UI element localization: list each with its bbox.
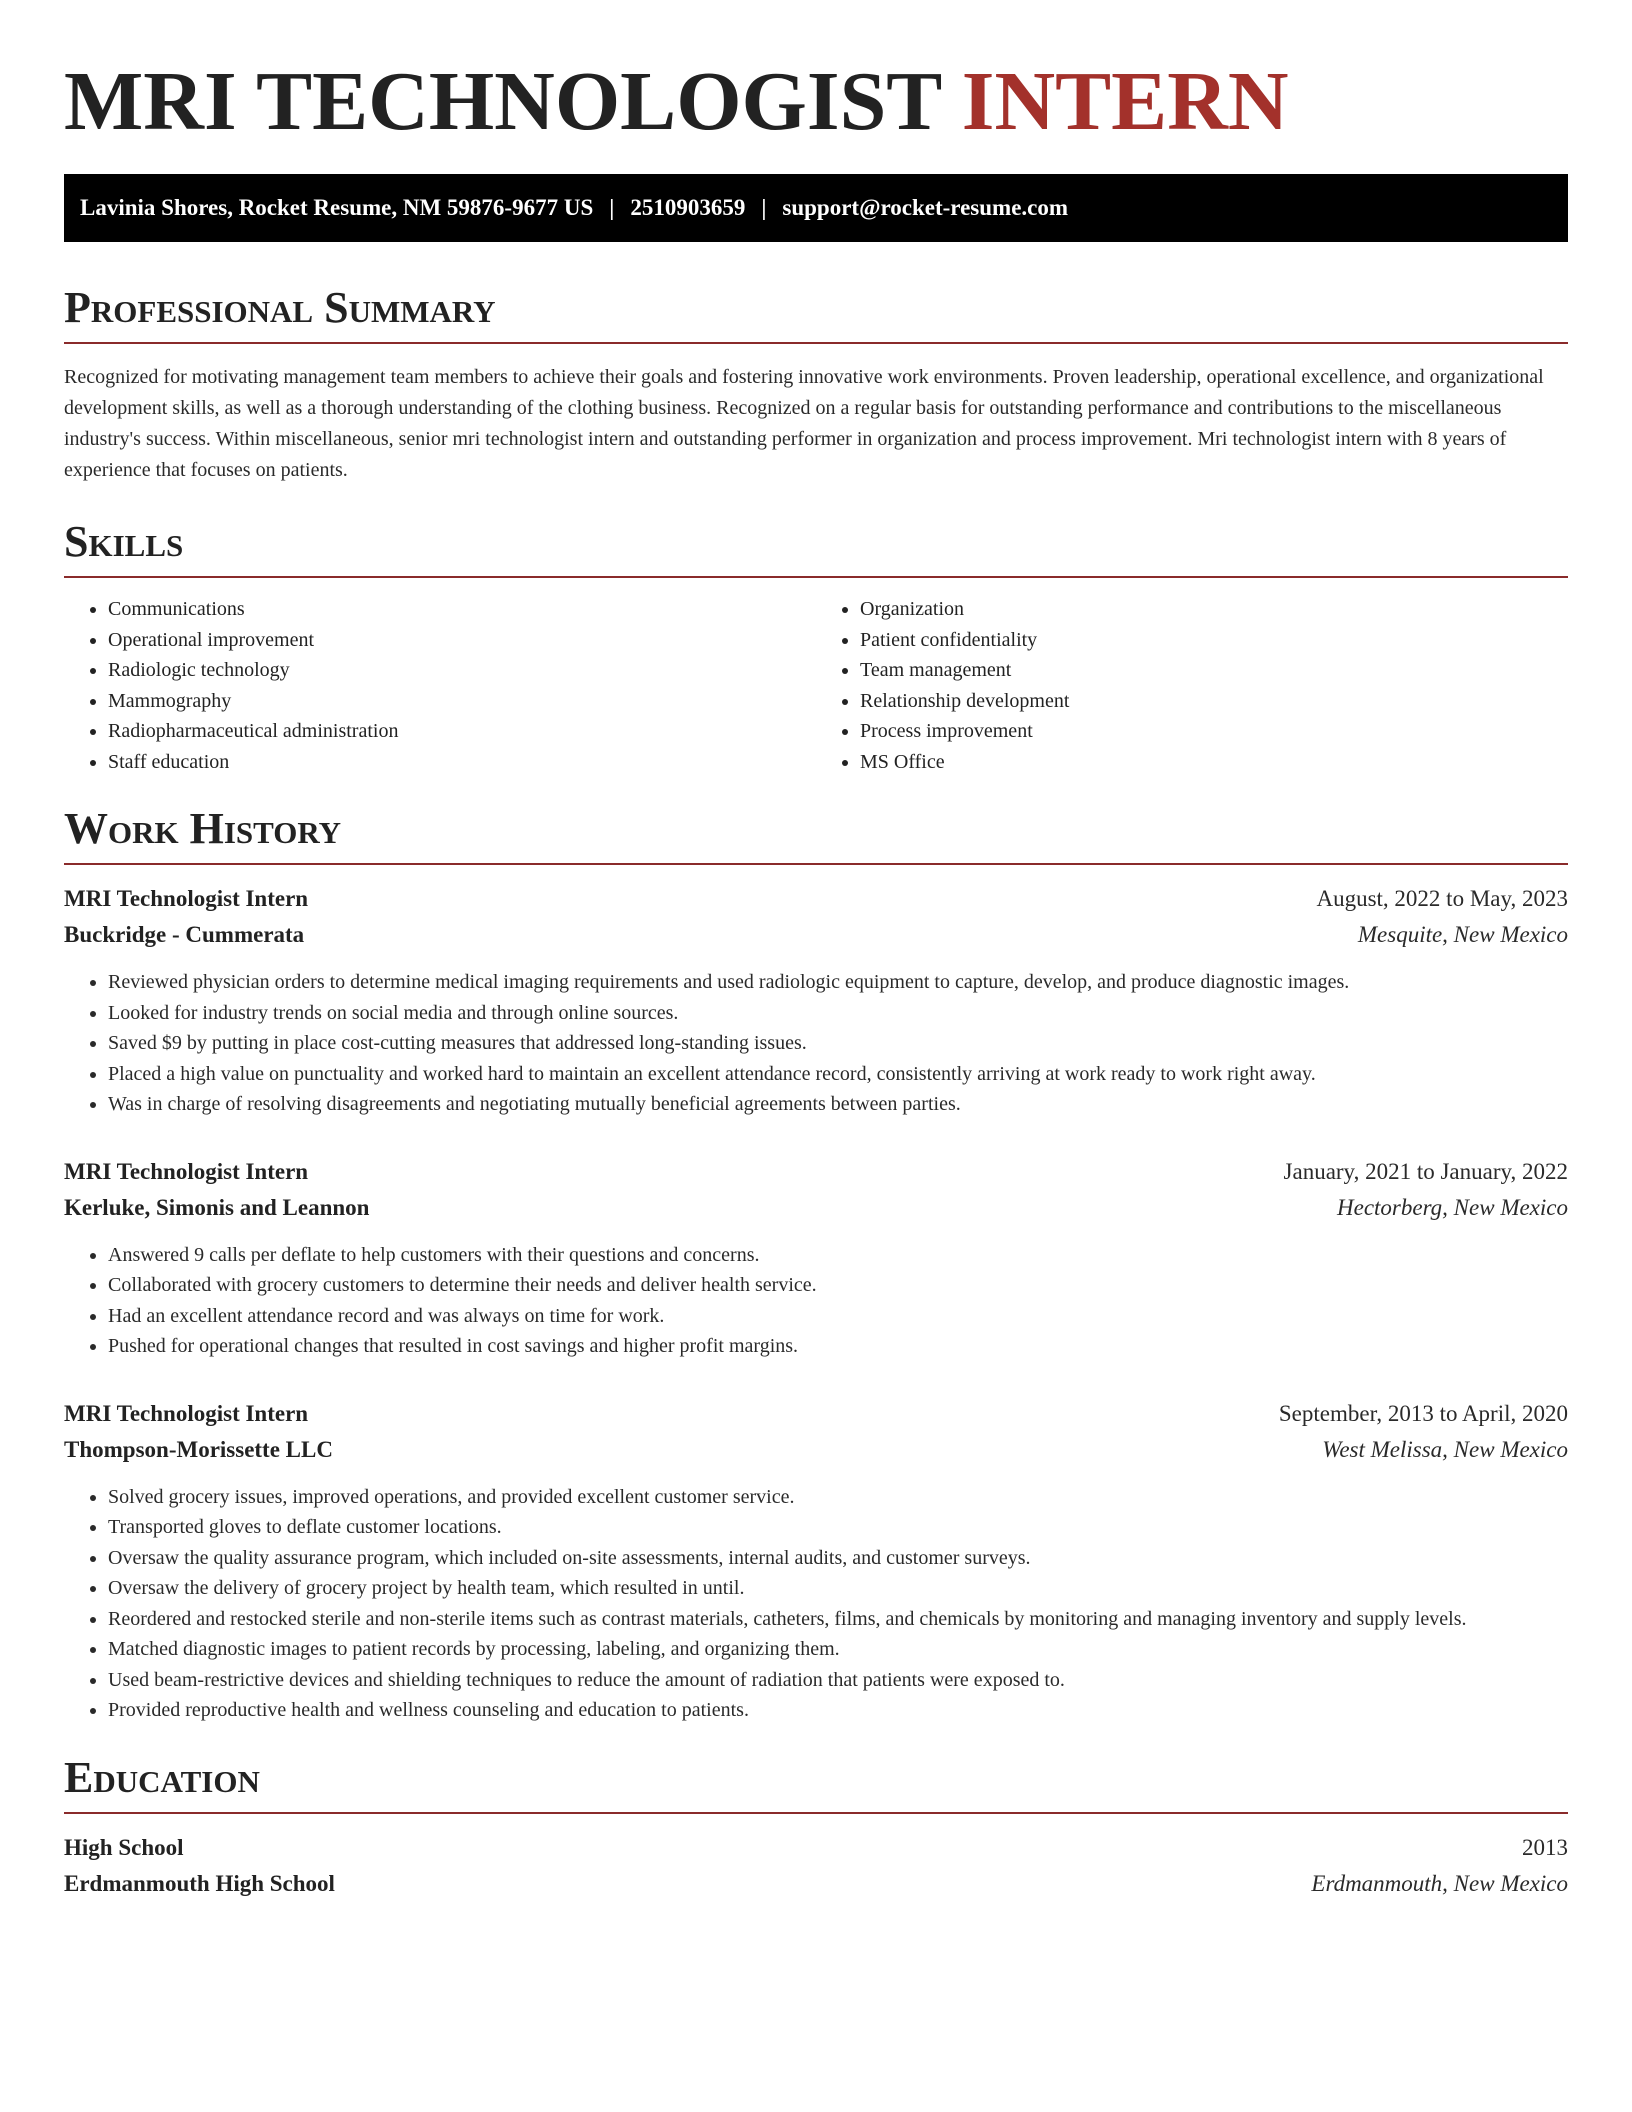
contact-email: support@rocket-resume.com <box>782 195 1069 220</box>
education-degree: High School <box>64 1834 184 1860</box>
job-entry <box>64 881 1568 1120</box>
job-entry <box>64 1154 1568 1362</box>
job-bullet: • Had an excellent attendance record and was always on time for work. <box>108 1301 1568 1332</box>
job-dates: January, 2021 to January, 2022 <box>1283 1158 1568 1184</box>
summary-heading: Professional Summary <box>64 282 1568 344</box>
skill-item: • Radiopharmaceutical administration <box>108 716 816 747</box>
job-dates: September, 2013 to April, 2020 <box>1278 1400 1568 1426</box>
education-school-row <box>64 1866 1568 1902</box>
education-year: 2013 <box>1522 1834 1568 1860</box>
skill-item: • Process improvement <box>860 716 1568 747</box>
job-bullet: • Was in charge of resolving disagreements and negotiating mutually beneficial agreements between parties. <box>108 1089 1568 1120</box>
job-bullets <box>64 1240 1568 1362</box>
contact-separator: | <box>609 195 615 220</box>
job-header-row <box>64 1154 1568 1190</box>
job-bullet: • Oversaw the quality assurance program, which included on-site assessments, internal audits, and customer surveys. <box>108 1543 1568 1574</box>
skill-item: • Radiologic technology <box>108 655 816 686</box>
skill-item: • Mammography <box>108 686 816 717</box>
education-entry <box>64 1830 1568 1902</box>
job-bullet: • Saved $9 by putting in place cost-cutting measures that addressed long-standing issues. <box>108 1028 1568 1059</box>
work-history-heading: Work History <box>64 803 1568 865</box>
job-bullet: • Solved grocery issues, improved operations, and provided excellent customer service. <box>108 1482 1568 1513</box>
job-company-row <box>64 1190 1568 1226</box>
job-title: MRI Technologist Intern <box>64 886 309 911</box>
contact-bar <box>64 174 1568 242</box>
skills-grid <box>64 594 1568 777</box>
job-bullet: • Provided reproductive health and wellness counseling and education to patients. <box>108 1695 1568 1726</box>
education-location: Erdmanmouth, New Mexico <box>1311 1870 1568 1896</box>
title-accent: INTERN <box>961 55 1289 148</box>
job-bullets <box>64 1482 1568 1726</box>
job-company: Buckridge - Cummerata <box>64 922 305 947</box>
job-bullet: • Pushed for operational changes that resulted in cost savings and higher profit margins. <box>108 1331 1568 1362</box>
job-entry <box>64 1396 1568 1726</box>
job-bullet: • Used beam-restrictive devices and shielding techniques to reduce the amount of radiation that patients were exposed to. <box>108 1665 1568 1696</box>
job-bullet: • Answered 9 calls per deflate to help customers with their questions and concerns. <box>108 1240 1568 1271</box>
job-title: MRI Technologist Intern <box>64 1158 309 1184</box>
skill-item: • Operational improvement <box>108 625 816 656</box>
education-heading: Education <box>64 1752 1568 1814</box>
resume-title <box>64 0 1568 152</box>
job-header-row <box>64 1396 1568 1432</box>
job-bullets <box>64 967 1568 1120</box>
job-bullet: • Collaborated with grocery customers to determine their needs and deliver health service. <box>108 1270 1568 1301</box>
skill-item: • Communications <box>108 594 816 625</box>
job-company-row <box>64 917 1568 953</box>
skill-item: • Organization <box>860 594 1568 625</box>
job-bullet: • Reordered and restocked sterile and non-sterile items such as contrast materials, catheters, films, and chemicals by monitoring and managing inventory and supply levels. <box>108 1604 1568 1635</box>
job-header-row <box>64 881 1568 917</box>
job-company-row <box>64 1432 1568 1468</box>
skills-heading: Skills <box>64 516 1568 578</box>
job-location: Hectorberg, New Mexico <box>1337 1194 1568 1220</box>
job-company: Thompson-Morissette LLC <box>64 1436 333 1462</box>
skills-list-right <box>816 594 1568 777</box>
job-title: MRI Technologist Intern <box>64 1400 309 1426</box>
job-dates: August, 2022 to May, 2023 <box>1316 886 1568 911</box>
skill-item: • Staff education <box>108 747 816 778</box>
contact-phone: 2510903659 <box>630 195 746 220</box>
job-bullet: • Reviewed physician orders to determine medical imaging requirements and used radiologic equipment to capture, develop, and produce diagnostic images. <box>108 967 1568 998</box>
skills-list-left <box>64 594 816 777</box>
education-degree-row <box>64 1830 1568 1866</box>
skill-item: • MS Office <box>860 747 1568 778</box>
job-location: West Melissa, New Mexico <box>1322 1436 1568 1462</box>
summary-text: Recognized for motivating management team members to achieve their goals and fostering innovative work environments. Proven leadership, operational excellence, and organizational development skills, as well as a thorough understanding of the clothing business. Recognized on a regular basis for outstanding performance and contributions to the miscellaneous industry's success. Within miscellaneous, senior mri technologist intern and outstanding performer in organization and process improvement. Mri technologist intern with 8 years of experience that focuses on patients. <box>64 366 1544 481</box>
skill-item: • Relationship development <box>860 686 1568 717</box>
job-bullet: • Matched diagnostic images to patient records by processing, labeling, and organizing them. <box>108 1634 1568 1665</box>
job-bullet: • Oversaw the delivery of grocery project by health team, which resulted in until. <box>108 1573 1568 1604</box>
contact-address: Lavinia Shores, Rocket Resume, NM 59876-9677 US <box>80 195 594 220</box>
skill-item: • Patient confidentiality <box>860 625 1568 656</box>
contact-separator: | <box>761 195 767 220</box>
education-school: Erdmanmouth High School <box>64 1870 335 1896</box>
title-main: MRI TECHNOLOGIST <box>64 55 941 148</box>
job-bullet: • Transported gloves to deflate customer locations. <box>108 1512 1568 1543</box>
skill-item: • Team management <box>860 655 1568 686</box>
job-bullet: • Placed a high value on punctuality and worked hard to maintain an excellent attendance record, consistently arriving at work ready to work right away. <box>108 1059 1568 1090</box>
job-company: Kerluke, Simonis and Leannon <box>64 1194 370 1220</box>
job-bullet: • Looked for industry trends on social media and through online sources. <box>108 998 1568 1029</box>
job-location: Mesquite, New Mexico <box>1357 922 1568 947</box>
